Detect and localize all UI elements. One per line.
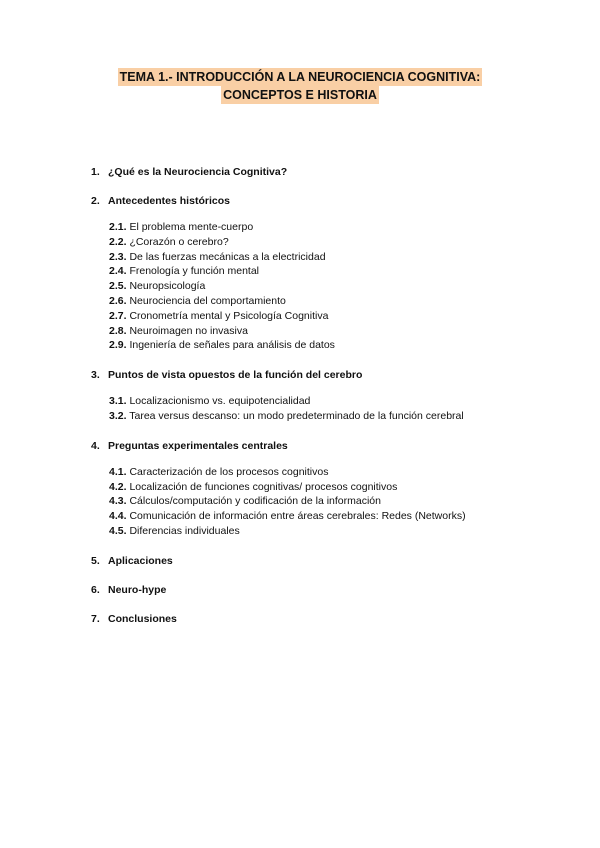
subsection-number: 2.2. [109, 235, 127, 248]
subsection-2-2 [109, 235, 531, 250]
subsection-label: Cronometría mental y Psicología Cognitiva [129, 309, 329, 322]
section-label: Preguntas experimentales centrales [108, 439, 288, 452]
document-title [0, 68, 600, 104]
subsection-label: Tarea versus descanso: un modo predeterminado de la función cerebral [129, 409, 464, 422]
subsection-label: Diferencias individuales [129, 524, 240, 537]
section-1 [91, 164, 531, 181]
subsection-4-3 [109, 494, 531, 509]
section-label: Neuro-hype [108, 583, 167, 596]
section-number: 5. [91, 554, 100, 567]
section-number: 7. [91, 612, 100, 625]
section-label: Conclusiones [108, 612, 177, 625]
subsection-number: 2.8. [109, 324, 127, 337]
section-label: Puntos de vista opuestos de la función del cerebro [108, 369, 363, 382]
subsection-4-5 [109, 524, 531, 539]
subsection-2-9 [109, 338, 531, 353]
subsection-4-4 [109, 509, 531, 524]
section-number: 4. [91, 439, 100, 452]
subsection-number: 4.5. [109, 524, 127, 537]
subsection-number: 2.4. [109, 265, 127, 278]
subsection-2-1 [109, 220, 531, 235]
subsection-number: 2.6. [109, 294, 127, 307]
subsection-number: 2.9. [109, 339, 127, 352]
subsection-label: Frenología y función mental [129, 265, 260, 278]
section-number: 2. [91, 195, 100, 207]
subsection-number: 4.2. [109, 480, 127, 493]
subsection-number: 2.7. [109, 309, 127, 322]
subsection-number: 2.3. [109, 250, 127, 263]
section-4-subsections [109, 465, 531, 539]
subsection-3-2 [109, 409, 531, 424]
subsection-4-2 [109, 480, 531, 495]
subsection-number: 2.1. [109, 221, 127, 233]
section-2 [91, 193, 531, 210]
section-number: 6. [91, 583, 100, 596]
subsection-label: Neuroimagen no invasiva [129, 324, 248, 337]
subsection-label: ¿Corazón o cerebro? [129, 235, 229, 248]
section-3 [91, 367, 531, 384]
subsection-label: Comunicación de información entre áreas cerebrales: Redes (Networks) [129, 510, 466, 523]
subsection-2-7 [109, 309, 531, 324]
subsection-number: 3.2. [109, 409, 127, 422]
section-3-subsections [109, 394, 531, 424]
subsection-2-5 [109, 279, 531, 294]
subsection-label: Neuropsicología [129, 280, 206, 293]
subsection-label: Localizacionismo vs. equipotencialidad [129, 395, 311, 408]
section-label: ¿Qué es la Neurociencia Cognitiva? [108, 166, 288, 178]
title-line-1: TEMA 1.- INTRODUCCIÓN A LA NEUROCIENCIA COGNITIVA: [119, 70, 481, 84]
subsection-label: Localización de funciones cognitivas/ procesos cognitivos [129, 480, 398, 493]
subsection-number: 4.4. [109, 510, 127, 523]
subsection-label: El problema mente-cuerpo [129, 221, 254, 233]
section-number: 1. [91, 166, 100, 178]
subsection-label: Caracterización de los procesos cognitivos [129, 465, 329, 478]
subsection-3-1 [109, 394, 531, 409]
section-7 [91, 611, 531, 628]
subsection-2-4 [109, 264, 531, 279]
section-5 [91, 553, 531, 570]
title-line-2: CONCEPTOS E HISTORIA [223, 88, 377, 102]
table-of-contents [91, 164, 531, 628]
section-2-subsections [109, 220, 531, 353]
subsection-2-6 [109, 294, 531, 309]
section-4 [91, 438, 531, 455]
section-number: 3. [91, 369, 100, 382]
subsection-label: Ingeniería de señales para análisis de datos [129, 339, 335, 352]
subsection-label: Neurociencia del comportamiento [129, 294, 286, 307]
subsection-4-1 [109, 465, 531, 480]
subsection-label: De las fuerzas mecánicas a la electricidad [129, 250, 326, 263]
subsection-number: 4.3. [109, 495, 127, 508]
subsection-number: 3.1. [109, 395, 127, 408]
section-label: Antecedentes históricos [108, 195, 230, 207]
subsection-2-8 [109, 324, 531, 339]
section-6 [91, 582, 531, 599]
section-label: Aplicaciones [108, 554, 173, 567]
subsection-number: 2.5. [109, 280, 127, 293]
subsection-2-3 [109, 250, 531, 265]
subsection-number: 4.1. [109, 465, 127, 478]
subsection-label: Cálculos/computación y codificación de la información [129, 495, 381, 508]
